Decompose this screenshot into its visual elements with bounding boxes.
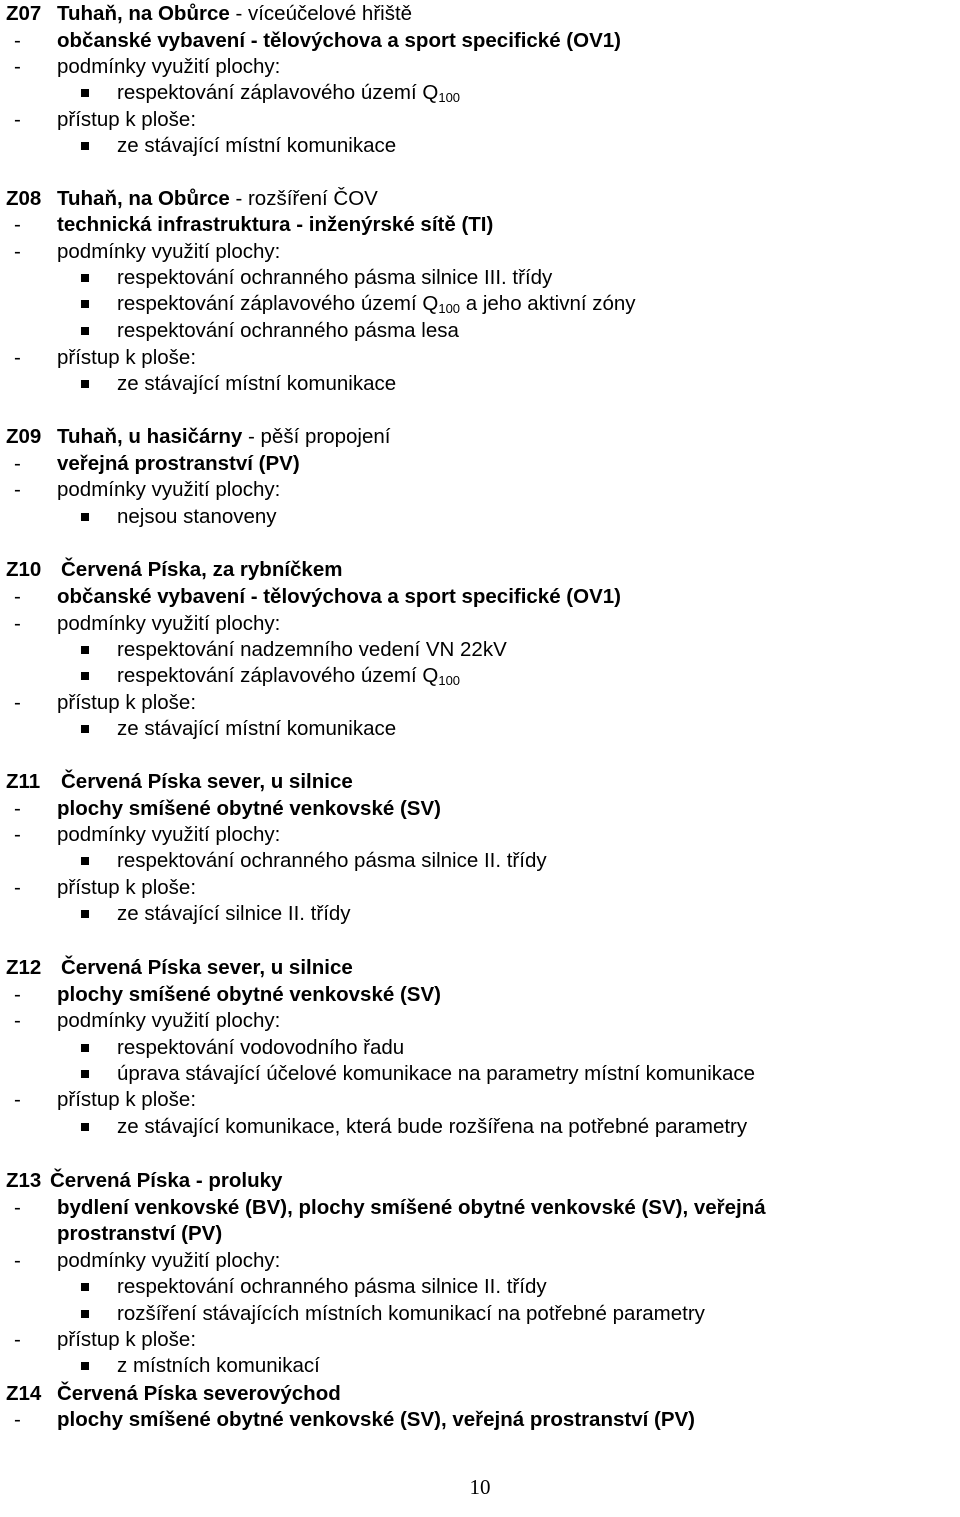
z10-cond1: respektování nadzemního vedení VN 22kV [117, 638, 507, 661]
z09-cond1: nejsou stanoveny [117, 505, 277, 528]
z07-subtitle: - víceúčelové hřiště [229, 2, 413, 25]
z08-cond2-sub: 100 [438, 301, 461, 316]
z07-code: Z07 [6, 2, 42, 25]
z14-code: Z14 [6, 1382, 42, 1405]
dash: - [14, 1408, 21, 1431]
dash: - [14, 346, 21, 369]
z13-access-label: přístup k ploše: [57, 1328, 197, 1351]
z09-title-name: Tuhaň, u hasičárny [57, 425, 243, 448]
bullet-icon [81, 300, 89, 308]
z13-code: Z13 [6, 1169, 42, 1192]
z10-cond2 [117, 663, 460, 689]
bullet-icon [81, 327, 89, 335]
z07-cond1-text: respektování záplavového území Q [117, 81, 439, 104]
z08-code: Z08 [6, 187, 42, 210]
dash: - [14, 213, 21, 236]
dash: - [14, 478, 21, 501]
z10-code: Z10 [6, 558, 42, 581]
z11-cond-label: podmínky využití plochy: [57, 823, 281, 846]
dash: - [14, 691, 21, 714]
z10-cond-label: podmínky využití plochy: [57, 612, 281, 635]
dash: - [14, 983, 21, 1006]
z13-use-line2: prostranství (PV) [57, 1222, 223, 1245]
z11-access-label: přístup k ploše: [57, 876, 197, 899]
dash: - [14, 1009, 21, 1032]
dash: - [14, 585, 21, 608]
z08-cond1: respektování ochranného pásma silnice III. třídy [117, 266, 553, 289]
dash: - [14, 1249, 21, 1272]
z07-cond1 [117, 80, 460, 106]
bullet-icon [81, 1362, 89, 1370]
z10-cond2-sub: 100 [438, 673, 461, 688]
z07-title [57, 1, 412, 27]
bullet-icon [81, 513, 89, 521]
bullet-icon [81, 910, 89, 918]
bullet-icon [81, 274, 89, 282]
bullet-icon [81, 1070, 89, 1078]
z09-cond-label: podmínky využití plochy: [57, 478, 281, 501]
z12-title: Červená Píska sever, u silnice [61, 956, 353, 979]
z12-access1: ze stávající komunikace, která bude rozšířena na potřebné parametry [117, 1115, 748, 1138]
dash: - [14, 55, 21, 78]
z08-access-label: přístup k ploše: [57, 346, 197, 369]
z09-code: Z09 [6, 425, 42, 448]
z12-cond1: respektování vodovodního řadu [117, 1036, 405, 1059]
dash: - [14, 108, 21, 131]
bullet-icon [81, 142, 89, 150]
z08-use: technická infrastruktura - inženýrské sítě (TI) [57, 213, 494, 236]
z10-access1: ze stávající místní komunikace [117, 717, 397, 740]
z10-cond2-text: respektování záplavového území Q [117, 664, 439, 687]
dash: - [14, 876, 21, 899]
z08-title [57, 186, 378, 212]
z07-access1: ze stávající místní komunikace [117, 134, 397, 157]
z07-title-name: Tuhaň, na Obůrce [57, 2, 230, 25]
dash: - [14, 823, 21, 846]
z09-use: veřejná prostranství (PV) [57, 452, 300, 475]
bullet-icon [81, 1044, 89, 1052]
z08-title-name: Tuhaň, na Obůrce [57, 187, 230, 210]
z08-cond2-rest: a jeho aktivní zóny [460, 292, 636, 315]
z10-use: občanské vybavení - tělovýchova a sport specifické (OV1) [57, 585, 621, 608]
z08-cond3: respektování ochranného pásma lesa [117, 319, 459, 342]
dash: - [14, 1196, 21, 1219]
dash: - [14, 797, 21, 820]
z08-cond2 [117, 291, 636, 317]
z10-access-label: přístup k ploše: [57, 691, 197, 714]
z12-cond-label: podmínky využití plochy: [57, 1009, 281, 1032]
bullet-icon [81, 1123, 89, 1131]
z07-access-label: přístup k ploše: [57, 108, 197, 131]
z08-cond-label: podmínky využití plochy: [57, 240, 281, 263]
bullet-icon [81, 380, 89, 388]
z11-title: Červená Píska sever, u silnice [61, 770, 353, 793]
bullet-icon [81, 1283, 89, 1291]
z12-cond2: úprava stávající účelové komunikace na parametry místní komunikace [117, 1062, 756, 1085]
z13-cond1: respektování ochranného pásma silnice II. třídy [117, 1275, 547, 1298]
dash: - [14, 240, 21, 263]
z14-use: plochy smíšené obytné venkovské (SV), veřejná prostranství (PV) [57, 1408, 696, 1431]
z11-cond1: respektování ochranného pásma silnice II. třídy [117, 849, 547, 872]
bullet-icon [81, 89, 89, 97]
dash: - [14, 1328, 21, 1351]
z12-code: Z12 [6, 956, 42, 979]
bullet-icon [81, 857, 89, 865]
z07-cond-label: podmínky využití plochy: [57, 55, 281, 78]
z07-use: občanské vybavení - tělovýchova a sport specifické (OV1) [57, 29, 621, 52]
page-number: 10 [469, 1475, 491, 1499]
z12-access-label: přístup k ploše: [57, 1088, 197, 1111]
dash: - [14, 452, 21, 475]
z13-use-line1: bydlení venkovské (BV), plochy smíšené obytné venkovské (SV), veřejná [57, 1196, 766, 1219]
z08-subtitle: - rozšíření ČOV [229, 187, 378, 210]
z10-title: Červená Píska, za rybníčkem [61, 558, 343, 581]
z11-use: plochy smíšené obytné venkovské (SV) [57, 797, 441, 820]
z13-access1: z místních komunikací [117, 1354, 320, 1377]
z13-cond-label: podmínky využití plochy: [57, 1249, 281, 1272]
z07-cond1-sub: 100 [438, 90, 461, 105]
z14-title: Červená Píska severovýchod [57, 1382, 341, 1405]
dash: - [14, 29, 21, 52]
z09-subtitle: - pěší propojení [242, 425, 391, 448]
bullet-icon [81, 672, 89, 680]
z08-cond2-text: respektování záplavového území Q [117, 292, 439, 315]
z09-title [57, 424, 390, 450]
z13-cond2: rozšíření stávajících místních komunikací na potřebné parametry [117, 1302, 705, 1325]
bullet-icon [81, 725, 89, 733]
z11-access1: ze stávající silnice II. třídy [117, 902, 351, 925]
z12-use: plochy smíšené obytné venkovské (SV) [57, 983, 441, 1006]
bullet-icon [81, 646, 89, 654]
z08-access1: ze stávající místní komunikace [117, 372, 397, 395]
z13-title: Červená Píska - proluky [50, 1169, 283, 1192]
z11-code: Z11 [6, 770, 41, 793]
dash: - [14, 1088, 21, 1111]
bullet-icon [81, 1310, 89, 1318]
dash: - [14, 612, 21, 635]
